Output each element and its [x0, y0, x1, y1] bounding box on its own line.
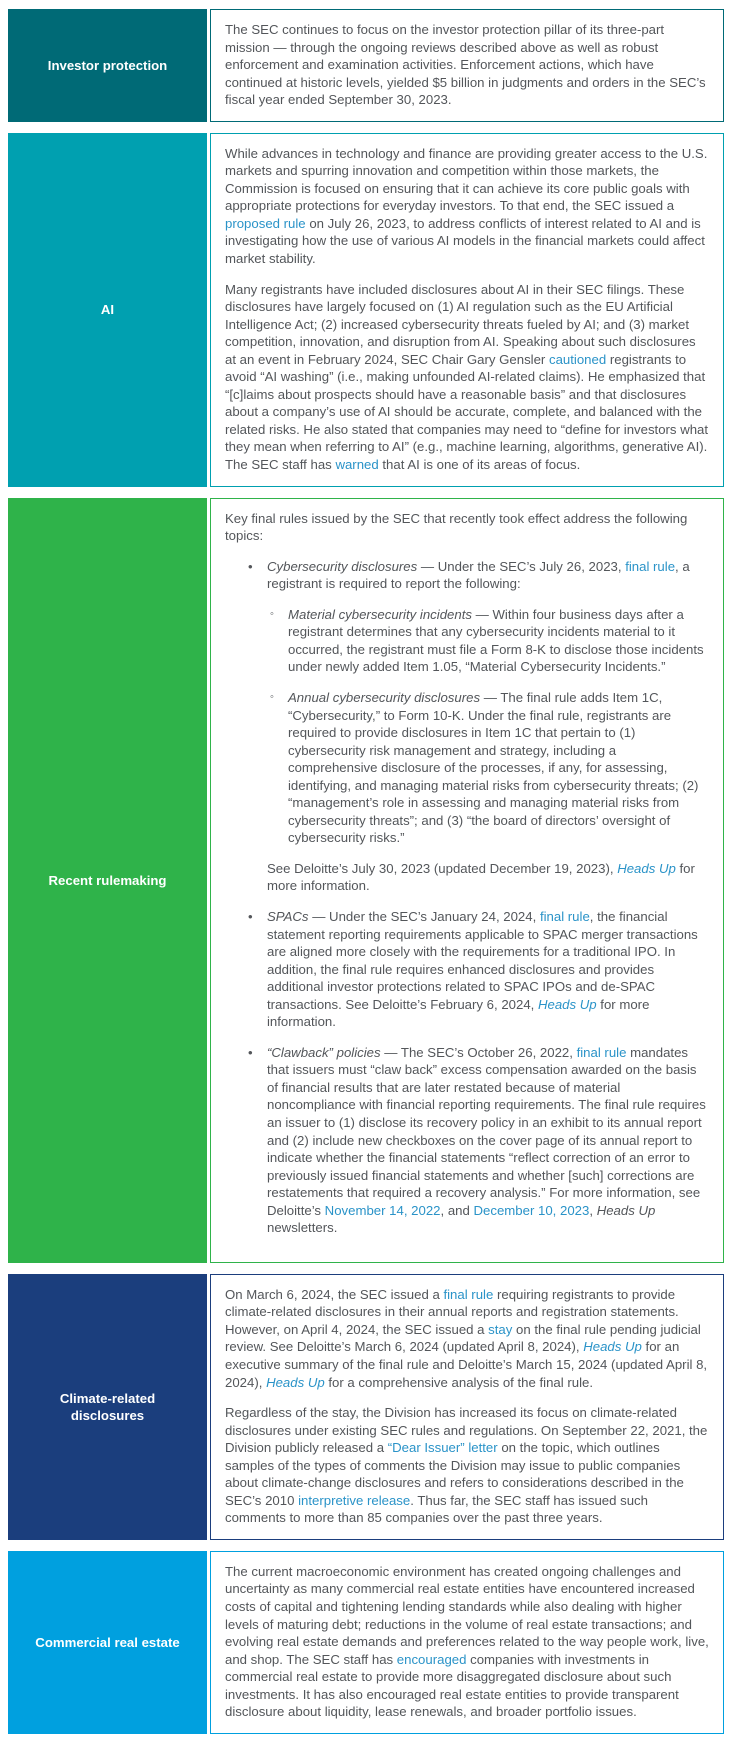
text-segment: — Under the SEC’s July 26, 2023, — [417, 558, 626, 574]
row-content-ai — [210, 133, 724, 487]
table-row-ai — [8, 133, 724, 487]
row-label: AI — [100, 302, 115, 318]
row-header-climate-related-disclosures — [8, 1274, 207, 1540]
text-segment: SPACs — [267, 908, 309, 924]
bullet-item — [248, 908, 709, 1031]
text-segment: on July 26, 2023, to address conflicts of interest related to AI and is investigating how the use of various AI models in the financial markets could affect market stability. — [225, 215, 705, 267]
text-segment: Material cybersecurity incidents — [288, 606, 472, 622]
inline-link[interactable]: Heads Up — [617, 860, 676, 876]
inline-link[interactable]: cautioned — [548, 351, 607, 367]
row-label: Climate-related disclosures — [59, 1390, 156, 1423]
bullet-body — [267, 1044, 709, 1237]
sub-bullet-body — [288, 689, 709, 847]
text-segment: . Thus far, the SEC staff has issued such comments to more than 85 companies over the past three years. — [225, 1492, 648, 1526]
text-segment: for an executive summary of the final rule and Deloitte’s March 15, 2024 (updated April 8, 2024), — [225, 1339, 708, 1390]
text-segment: that AI is one of its areas of focus. — [378, 457, 581, 473]
text-segment: requiring registrants to provide climate-related disclosures in their annual reports and registration statements. However, on April 4, 2024, the SEC issued a — [225, 1286, 679, 1337]
text-segment: mandates that issuers must “claw back” excess compensation awarded on the basis of financial results that are later restated because of material noncompliance with financial reporting requirements. The final rule requires an issuer to (1) disclose its recovery policy in an exhibit to its annual report and (2) include new checkboxes on the cover page of its annual report to indicate whether the financial statements “reflect correction of an error to previously issued financial statements and whether [such] corrections are restatements that required a recovery analysis.” For more information, see Deloitte’s — [267, 1044, 706, 1218]
bullet-item — [248, 1044, 709, 1237]
sub-bullet-item — [270, 606, 709, 676]
text-segment: “Clawback” policies — [267, 1044, 381, 1060]
sub-bullet-body — [288, 606, 709, 676]
inline-link[interactable]: Heads Up — [583, 1339, 642, 1355]
text-segment: Key final rules issued by the SEC that recently took effect address the following topics: — [225, 510, 688, 544]
inline-link[interactable]: December 10, 2023 — [473, 1202, 590, 1218]
text-segment: for more information. — [267, 860, 695, 894]
row-content-commercial-real-estate — [210, 1551, 724, 1734]
inline-link[interactable]: proposed rule — [225, 215, 306, 231]
text-segment: , the financial statement reporting requirements applicable to SPAC merger transactions are aligned more closely with the requirements for a traditional IPO. In addition, the final rule requires enhanced disclosures and provides additional investor protections related to SPAC IPOs and de-SPAC transactions. See Deloitte’s February 6, 2024, — [267, 908, 698, 1012]
bullet-text — [267, 558, 709, 593]
text-segment: See Deloitte’s July 30, 2023 (updated December 19, 2023), — [267, 860, 618, 876]
paragraph — [225, 1404, 709, 1527]
row-content-recent-rulemaking — [210, 498, 724, 1263]
text-segment: Many registrants have included disclosures about AI in their SEC filings. These disclosures have largely focused on (1) AI regulation such as the EU Artificial Intelligence Act; (2) increased cybersecurity threats fueled by AI; and (3) market competition, innovation, and disruption from AI. Speaking about such disclosures at an event in February 2024, SEC Chair Gary Gensler — [225, 281, 696, 367]
paragraph — [225, 281, 709, 474]
text-segment: , — [589, 1202, 597, 1218]
bullet-body — [267, 558, 709, 895]
inline-link[interactable]: interpretive release — [298, 1492, 411, 1508]
bullet-text — [267, 1044, 709, 1237]
paragraph — [225, 21, 709, 109]
text-segment: The SEC continues to focus on the investor protection pillar of its three-part mission — through the ongoing reviews described above as well as robust enforcement and examination activities. Enforcement actions, which have continued at historic levels, yielded $5 billion in judgments and orders in the SEC’s fiscal year ended September 30, 2023. — [225, 22, 706, 108]
bullet-marker: • — [248, 1044, 253, 1060]
sub-bullet-text — [288, 689, 709, 847]
bullet-marker: • — [248, 908, 253, 924]
inline-link[interactable]: “Dear Issuer” letter — [387, 1440, 498, 1456]
inline-link[interactable]: final rule — [443, 1286, 494, 1302]
text-segment: — Under the SEC’s January 24, 2024, — [308, 908, 540, 924]
row-header-commercial-real-estate — [8, 1551, 207, 1734]
table-row-recent-rulemaking — [8, 498, 724, 1263]
sub-bullet-text — [288, 606, 709, 676]
bullet-marker: • — [248, 558, 253, 574]
text-segment: on the final rule pending judicial review. See Deloitte’s March 6, 2024 (updated April 8, 2024), — [225, 1321, 701, 1355]
text-segment: companies with investments in commercial real estate to provide more disaggregated disclosure about such investments. It has also encouraged real estate entities to provide transparent disclosure about liquidity, lease renewals, and broader portfolio issues. — [225, 1651, 679, 1720]
text-segment: , a registrant is required to report the following: — [267, 558, 690, 592]
inline-link[interactable]: Heads Up — [266, 1374, 325, 1390]
bullet-body — [267, 908, 709, 1031]
sub-bullet-item — [270, 689, 709, 847]
text-segment: Annual cybersecurity disclosures — [288, 689, 481, 705]
text-segment: Regardless of the stay, the Division has increased its focus on climate-related disclosures under existing SEC rules and regulations. On September 22, 2021, the Division publicly released a — [225, 1405, 708, 1456]
sub-bullet-marker: ◦ — [270, 607, 274, 620]
row-label: Investor protection — [47, 57, 168, 73]
text-segment: for a comprehensive analysis of the final rule. — [324, 1374, 594, 1390]
text-segment: registrants to avoid “AI washing” (i.e., making unfounded AI-related claims). He emphasized that “[c]laims about prospects should have a reasonable basis” and that disclosures about a company’s use of AI should be accurate, complete, and balanced with the related risks. He also stated that companies may need to “define for investors what they mean when referring to AI” (e.g., machine learning, algorithms, generative AI). The SEC staff has — [225, 351, 709, 473]
text-segment: On March 6, 2024, the SEC issued a — [225, 1286, 444, 1302]
text-segment: Cybersecurity disclosures — [267, 558, 418, 574]
bullet-text — [267, 908, 709, 1031]
row-content-climate-related-disclosures — [210, 1274, 724, 1540]
row-header-investor-protection — [8, 9, 207, 122]
text-segment: While advances in technology and finance are providing greater access to the U.S. markets and spurring innovation and competition within those markets, the Commission is focused on ensuring that it can achieve its core public goals with appropriate protections for everyday investors. To that end, the SEC issued a — [225, 145, 708, 214]
paragraph — [225, 145, 709, 268]
table-row-investor-protection — [8, 9, 724, 122]
table-row-climate-related-disclosures — [8, 1274, 724, 1540]
text-segment: The current macroeconomic environment has created ongoing challenges and uncertainty as many commercial real estate entities have encountered increased costs of capital and tightening lending standards while also dealing with higher levels of maturing debt; reductions in the volume of real estate transactions; and evolving real estate demands and preferences related to the way people work, live, and shop. The SEC staff has — [225, 1563, 709, 1667]
inline-link[interactable]: November 14, 2022 — [324, 1202, 441, 1218]
row-header-recent-rulemaking — [8, 498, 207, 1263]
row-label: Recent rulemaking — [48, 872, 167, 888]
text-segment: on the topic, which outlines samples of the types of comments the Division may issue to public companies about climate-change disclosures and refers to considerations described in the SEC’s 2010 — [225, 1440, 684, 1508]
inline-link[interactable]: warned — [335, 457, 379, 473]
table-row-commercial-real-estate — [8, 1551, 724, 1734]
bullet-item — [248, 558, 709, 895]
inline-link[interactable]: stay — [488, 1321, 513, 1337]
row-content-investor-protection — [210, 9, 724, 122]
row-header-ai — [8, 133, 207, 487]
inline-link[interactable]: final rule — [539, 908, 590, 924]
text-segment: — The final rule adds Item 1C, “Cybersecurity,” to Form 10-K. Under the final rule, registrants are required to provide disclosures in Item 1C that pertain to (1) cybersecurity risk management and strategy, including a comprehensive disclosure of the processes, if any, for assessing, identifying, and managing material risks from cybersecurity threats; (2) “management’s role in assessing and managing material risks from cybersecurity threats”; and (3) “the board of directors’ oversight of cybersecurity risks.” — [288, 689, 699, 846]
row-label: Commercial real estate — [35, 1634, 180, 1650]
inline-link[interactable]: final rule — [625, 558, 676, 574]
text-segment: Heads Up — [596, 1202, 656, 1218]
inline-link[interactable]: final rule — [576, 1044, 627, 1060]
sub-bullet-marker: ◦ — [270, 690, 274, 703]
text-segment: — Within four business days after a registrant determines that any cybersecurity incidents material to it occurred, the registrant must file a Form 8-K to disclose those incidents under newly added Item 1.05, “Material Cybersecurity Incidents.” — [288, 606, 704, 675]
text-segment: — The SEC’s October 26, 2022, — [380, 1044, 577, 1060]
text-segment: , and — [440, 1202, 474, 1218]
inline-link[interactable]: Heads Up — [537, 996, 597, 1012]
paragraph — [225, 510, 709, 545]
text-segment: for more information. — [267, 996, 650, 1030]
paragraph — [225, 1286, 709, 1391]
bullet-after-text — [267, 860, 709, 895]
text-segment: newsletters. — [267, 1220, 338, 1236]
inline-link[interactable]: encouraged — [396, 1651, 467, 1667]
paragraph — [225, 1563, 709, 1721]
